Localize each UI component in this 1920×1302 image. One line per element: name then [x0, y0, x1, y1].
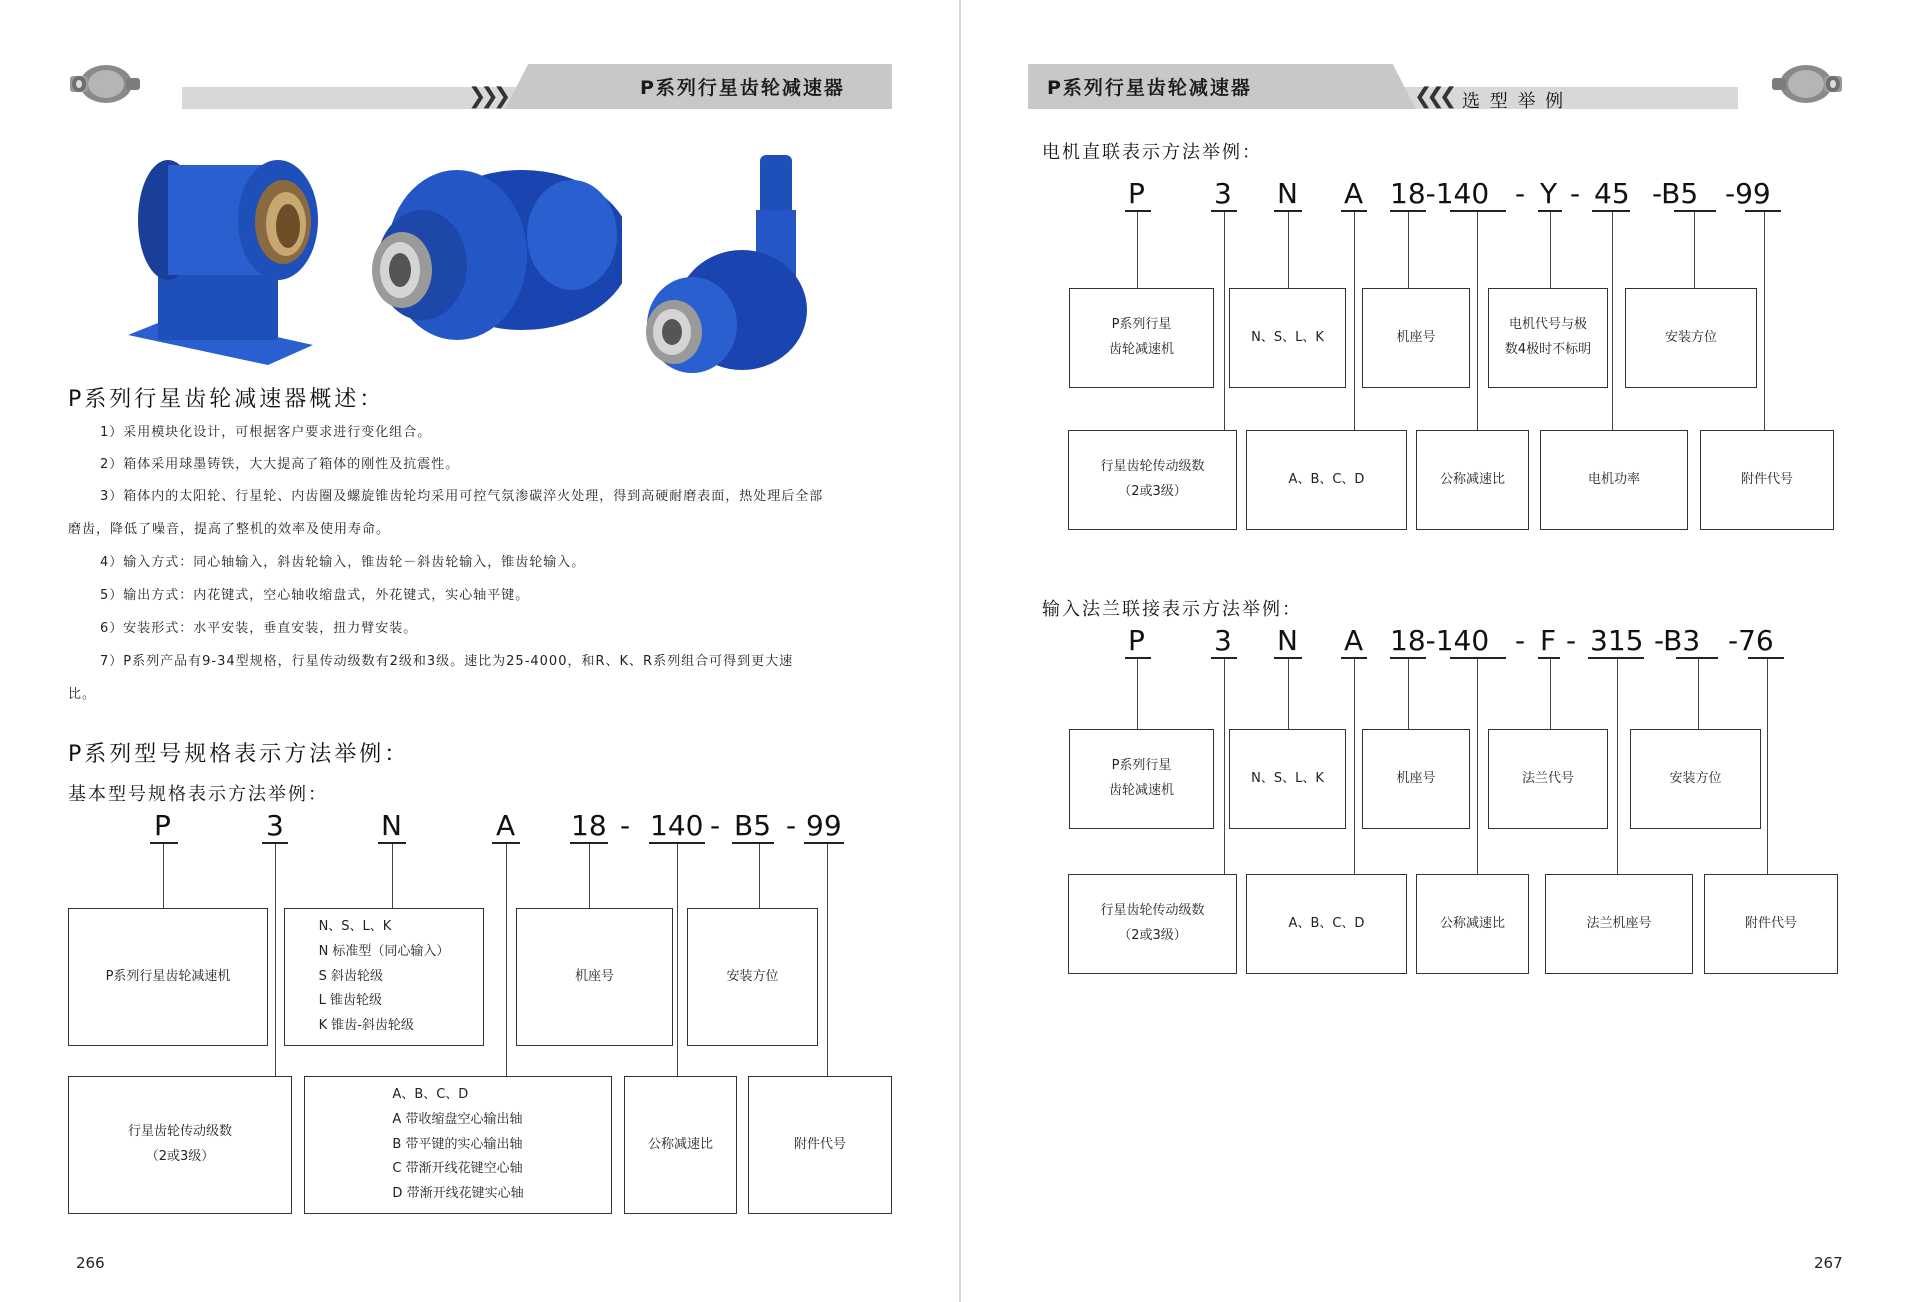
spec-box: 机座号: [516, 908, 673, 1046]
gearbox-photo-3: [632, 150, 832, 375]
spec-box: A、B、C、D: [1246, 430, 1407, 530]
connector-line: [1698, 659, 1699, 729]
code-token: -: [786, 809, 797, 842]
overview-line: 6）安装形式：水平安装，垂直安装，扭力臂安装。: [100, 621, 418, 636]
code-token: 3: [1214, 624, 1232, 657]
page-title: P系列行星齿轮减速器: [1047, 77, 1252, 99]
overview-line: 磨齿，降低了噪音，提高了整机的效率及使用寿命。: [68, 522, 391, 537]
connector-line: [506, 844, 507, 1076]
spec-box: A、B、C、D A 带收缩盘空心输出轴 B 带平键的实心输出轴 C 带渐开线花键空心轴 D 带渐开线花键实心轴: [304, 1076, 612, 1214]
connector-line: [677, 844, 678, 1076]
flange-title: 输入法兰联接表示方法举例：: [1042, 599, 1302, 620]
code-underline: [732, 842, 774, 844]
model-title: P系列型号规格表示方法举例：: [68, 742, 410, 767]
code-token: A: [496, 809, 516, 842]
gearbox-photo-1: [118, 140, 318, 370]
code-token: A: [1344, 624, 1364, 657]
connector-line: [1137, 659, 1138, 729]
code-underline: [150, 842, 178, 844]
overview-line: 比。: [68, 687, 97, 702]
code-token: P: [1128, 177, 1145, 210]
connector-line: [1477, 212, 1478, 430]
code-token: 45: [1594, 177, 1630, 210]
connector-line: [1767, 659, 1768, 874]
code-token: 18-140: [1390, 177, 1490, 210]
spec-box: 公称减速比: [1416, 430, 1529, 530]
spec-box: N、S、L、K N 标准型（同心输入） S 斜齿轮级 L 锥齿轮级 K 锥齿-斜齿轮级: [284, 908, 484, 1046]
spec-box: 行星齿轮传动级数 （2或3级）: [1068, 874, 1237, 974]
connector-line: [1477, 659, 1478, 874]
spec-box: 公称减速比: [1416, 874, 1529, 974]
code-token: 99: [806, 809, 842, 842]
connector-line: [1764, 212, 1765, 430]
code-underline: [1674, 210, 1716, 212]
code-token: -: [1566, 624, 1577, 657]
code-token: N: [381, 809, 402, 842]
overview-line: 7）P系列产品有9-34型规格，行星传动级数有2级和3级。速比为25-4000，和R、K、R系列组合可得到更大速: [100, 654, 794, 669]
gearbox-logo-icon: [1770, 60, 1846, 108]
spec-box: 法兰代号: [1488, 729, 1608, 829]
connector-line: [392, 844, 393, 908]
connector-line: [1550, 659, 1551, 729]
code-token: 3: [1214, 177, 1232, 210]
spec-box: 电机代号与极 数4极时不标明: [1488, 288, 1608, 388]
connector-line: [759, 844, 760, 908]
code-token: P: [154, 809, 171, 842]
connector-line: [1612, 212, 1613, 430]
overview-line: 3）箱体内的太阳轮、行星轮、内齿圈及螺旋锥齿轮均采用可控气氛渗碳淬火处理，得到高硬耐磨表面，热处理后全部: [100, 489, 824, 504]
spec-box: 行星齿轮传动级数 （2或3级）: [68, 1076, 292, 1214]
spec-box: 行星齿轮传动级数 （2或3级）: [1068, 430, 1237, 530]
connector-line: [1694, 212, 1695, 288]
spec-box: N、S、L、K: [1229, 729, 1346, 829]
code-token: 140: [650, 809, 704, 842]
code-token: -: [710, 809, 721, 842]
code-underline: [1450, 210, 1506, 212]
spec-box: 安装方位: [1630, 729, 1761, 829]
spec-box: 附件代号: [1704, 874, 1838, 974]
code-underline: [1450, 657, 1506, 659]
code-underline: [1745, 210, 1781, 212]
connector-line: [1550, 212, 1551, 288]
page-title: P系列行星齿轮减速器: [640, 77, 845, 99]
code-token: 315: [1590, 624, 1644, 657]
code-token: Y: [1540, 177, 1558, 210]
overview-line: 5）输出方式：内花键式，空心轴收缩盘式，外花键式，实心轴平键。: [100, 588, 530, 603]
code-token: 3: [266, 809, 284, 842]
spec-box: 机座号: [1362, 729, 1470, 829]
basic-title: 基本型号规格表示方法举例：: [68, 784, 328, 805]
spec-box: 电机功率: [1540, 430, 1688, 530]
chevron-right-icon: ❯❯❯: [468, 84, 506, 109]
page-number: 266: [76, 1254, 105, 1272]
spec-box: N、S、L、K: [1229, 288, 1346, 388]
spec-box: A、B、C、D: [1246, 874, 1407, 974]
overview-line: 1）采用模块化设计，可根据客户要求进行变化组合。: [100, 425, 432, 440]
code-token: -99: [1725, 177, 1771, 210]
code-token: -B5: [1652, 177, 1699, 210]
code-token: -B3: [1654, 624, 1701, 657]
code-token: 18: [571, 809, 607, 842]
connector-line: [1288, 659, 1289, 729]
code-token: N: [1277, 177, 1298, 210]
connector-line: [1224, 659, 1225, 874]
connector-line: [1354, 659, 1355, 874]
spec-box: 机座号: [1362, 288, 1470, 388]
overview-line: 2）箱体采用球墨铸铁，大大提高了箱体的刚性及抗震性。: [100, 457, 460, 472]
code-token: -: [1570, 177, 1581, 210]
connector-line: [1224, 212, 1225, 430]
spec-box: 附件代号: [748, 1076, 892, 1214]
connector-line: [1288, 212, 1289, 288]
page-spine: [959, 0, 961, 1302]
code-token: -76: [1728, 624, 1774, 657]
code-token: N: [1277, 624, 1298, 657]
gearbox-photo-2: [362, 155, 622, 345]
connector-line: [163, 844, 164, 908]
code-underline: [1538, 657, 1560, 659]
spec-box: 安装方位: [687, 908, 818, 1046]
code-token: -: [1515, 177, 1526, 210]
code-underline: [1125, 657, 1151, 659]
connector-line: [1137, 212, 1138, 288]
spec-box: 附件代号: [1700, 430, 1834, 530]
connector-line: [589, 844, 590, 908]
connector-line: [1408, 212, 1409, 288]
code-token: 18-140: [1390, 624, 1490, 657]
page-number: 267: [1814, 1254, 1843, 1272]
code-token: F: [1540, 624, 1557, 657]
motor-title: 电机直联表示方法举例：: [1042, 142, 1262, 163]
code-underline: [1588, 657, 1644, 659]
connector-line: [275, 844, 276, 1076]
code-token: A: [1344, 177, 1364, 210]
spec-box: 法兰机座号: [1545, 874, 1693, 974]
overview-title: P系列行星齿轮减速器概述：: [68, 387, 385, 412]
connector-line: [1408, 659, 1409, 729]
code-token: P: [1128, 624, 1145, 657]
code-underline: [1592, 210, 1630, 212]
code-underline: [1676, 657, 1718, 659]
code-token: -: [620, 809, 631, 842]
overview-line: 4）输入方式：同心轴输入，斜齿轮输入，锥齿轮－斜齿轮输入，锥齿轮输入。: [100, 555, 586, 570]
chevron-left-icon: ❮❮❮: [1414, 84, 1452, 109]
code-token: B5: [734, 809, 772, 842]
connector-line: [827, 844, 828, 1076]
section-subtitle: 选 型 举 例: [1462, 91, 1566, 112]
spec-box: P系列行星 齿轮减速机: [1069, 729, 1214, 829]
spec-box: P系列行星 齿轮减速机: [1069, 288, 1214, 388]
connector-line: [1354, 212, 1355, 430]
spec-box: 安装方位: [1625, 288, 1757, 388]
code-underline: [1125, 210, 1151, 212]
code-underline: [1748, 657, 1784, 659]
connector-line: [1617, 659, 1618, 874]
gearbox-logo-icon: [66, 60, 142, 108]
spec-box: P系列行星齿轮减速机: [68, 908, 268, 1046]
code-underline: [804, 842, 844, 844]
code-token: -: [1515, 624, 1526, 657]
spec-box: 公称减速比: [624, 1076, 737, 1214]
